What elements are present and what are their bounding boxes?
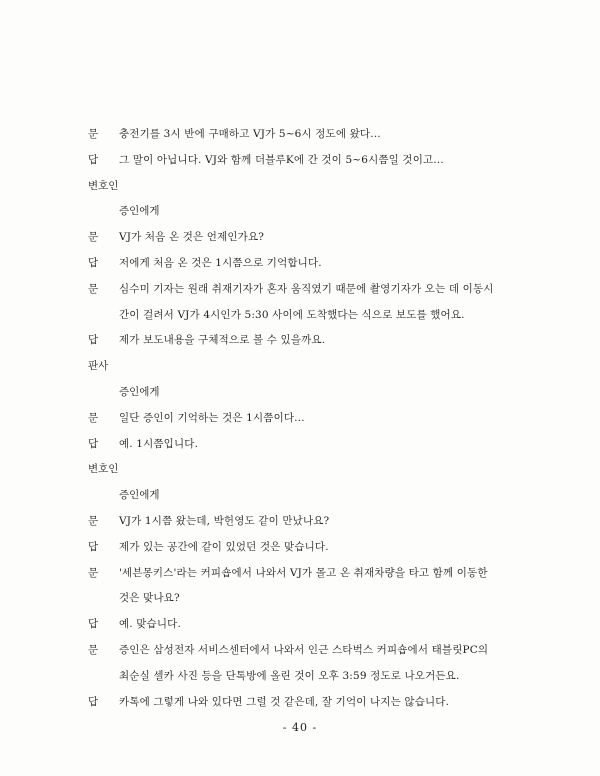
line-text: 심수미 기자는 원래 취재기자가 혼자 움직였기 때문에 촬영기자가 오는 데 이동시 [119,282,494,295]
question-line [88,128,538,141]
continuation-line [88,670,538,683]
line-text: 카톡에 그렇게 나와 있다면 그럴 것 같은데, 잘 기억이 나지는 않습니다. [119,695,450,708]
question-line [88,515,538,528]
page-number: - 40 - [282,721,318,734]
answer-line [88,696,538,709]
transcript-body [88,128,538,721]
answer-line [88,257,538,270]
line-text: 일단 증인이 기억하는 것은 1시쯤이다… [119,411,305,424]
question-line [88,283,538,296]
speaker-label: 답 [88,437,99,450]
continuation-line [88,309,538,322]
answer-line [88,541,538,554]
answer-line [88,154,538,167]
speaker-label: 문 [88,643,99,656]
answer-line [88,438,538,451]
line-text: 그 말이 아닙니다. VJ와 함께 더블루K에 간 것이 5~6시쯤일 것이고… [119,153,444,166]
speaker-heading: 판사 [88,360,109,373]
line-text: 예. 1시쯤입니다. [119,437,199,450]
question-line [88,644,538,657]
answer-line [88,334,538,347]
line-text: 것은 맞나요? [119,592,180,605]
speaker-label: 문 [88,514,99,527]
line-text: 충전기를 3시 반에 구매하고 VJ가 5~6시 정도에 왔다… [119,128,381,140]
line-text: 간이 걸려서 VJ가 4시인가 5:30 사이에 도착했다는 식으로 보도를 했어요. [119,308,465,321]
speaker-label: 문 [88,231,99,244]
speaker-heading: 변호인 [88,463,119,476]
speaker-label: 답 [88,334,99,347]
line-text: 최순실 셀카 사진 등을 단톡방에 올린 것이 오후 3:59 정도로 나오거든요. [119,669,460,682]
line-text: 증인은 삼성전자 서비스센터에서 나와서 인근 스타벅스 커피숍에서 태블릿PC의 [119,643,489,656]
addressee-line: 증인에게 [119,205,160,218]
speaker-heading: 변호인 [88,179,119,192]
speaker-label: 문 [88,128,99,140]
continuation-line [88,592,538,605]
speaker-label: 답 [88,540,99,553]
question-line [88,412,538,425]
question-line [88,567,538,580]
answer-line [88,618,538,631]
line-text: 제가 보도내용을 구체적으로 볼 수 있을까요. [119,334,326,347]
line-text: VJ가 1시쯤 왔는데, 박헌영도 같이 만났나요? [119,514,330,527]
question-line [88,231,538,244]
line-text: 제가 있는 공간에 같이 있었던 것은 맞습니다. [119,540,329,553]
speaker-label: 문 [88,411,99,424]
speaker-label: 답 [88,618,99,631]
addressee-line: 증인에게 [119,489,160,502]
speaker-label: 답 [88,695,99,708]
line-text: '세븐몽키스'라는 커피숍에서 나와서 VJ가 몰고 온 취재차량을 타고 함께 이동한 [119,566,488,579]
speaker-label: 답 [88,256,99,269]
speaker-label: 답 [88,153,99,166]
line-text: 저에게 처음 온 것은 1시쯤으로 기억합니다. [119,256,322,269]
speaker-label: 문 [88,282,99,295]
addressee-line: 증인에게 [119,385,160,398]
line-text: 예. 맞습니다. [119,618,181,631]
speaker-label: 문 [88,566,99,579]
line-text: VJ가 처음 온 것은 언제인가요? [119,231,265,244]
